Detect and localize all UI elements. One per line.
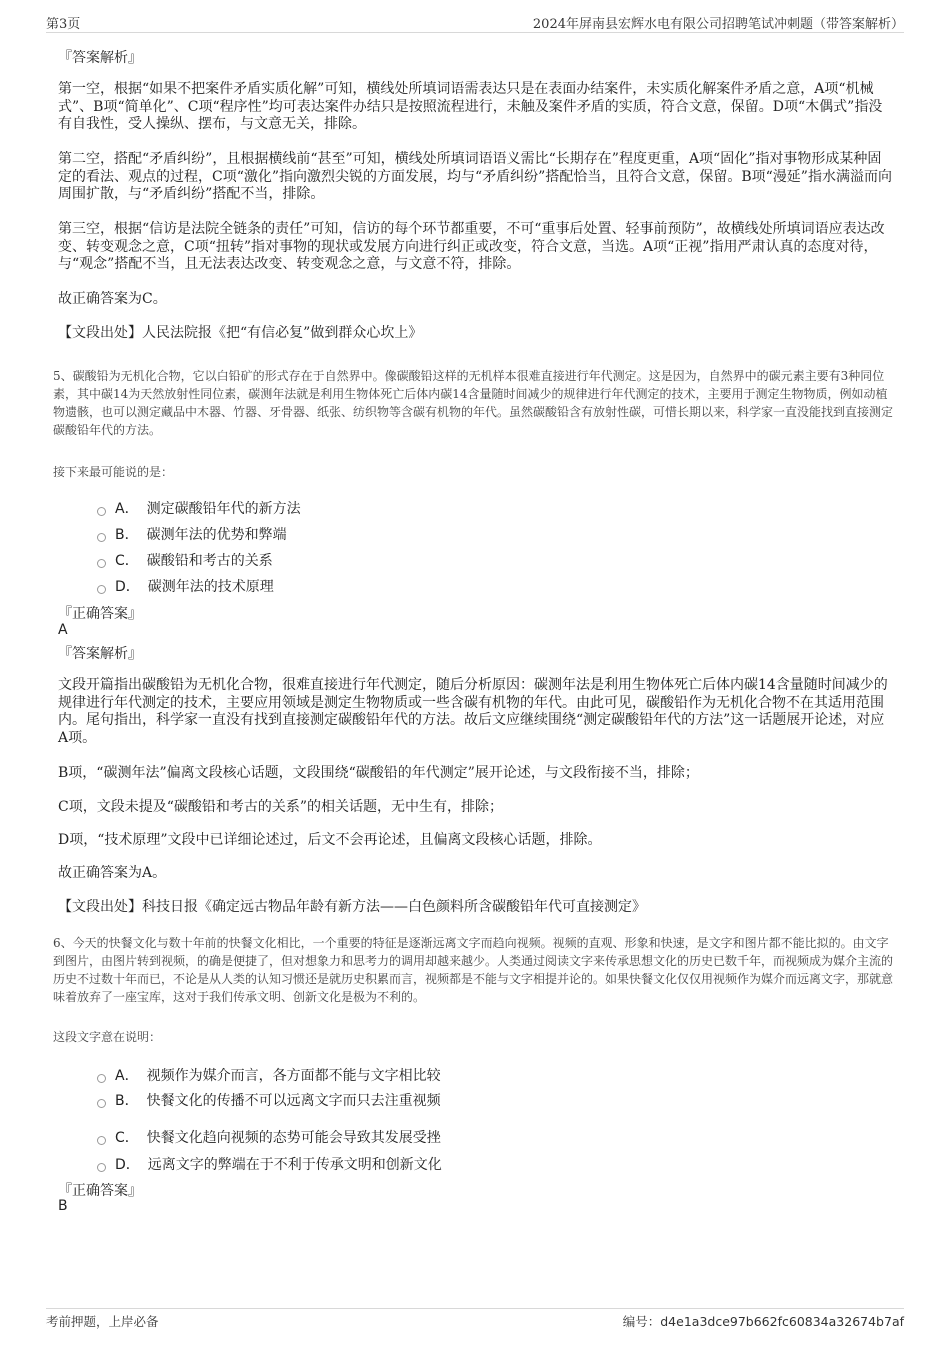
q5-option-a[interactable]: A． 测定碳酸铅年代的新方法 — [97, 498, 301, 518]
correct-answer-label: 『正确答案』 — [58, 606, 142, 622]
correct-answer-value: A — [58, 622, 68, 638]
analysis-conclusion: 故正确答案为A。 — [58, 865, 167, 881]
radio-icon[interactable] — [97, 1163, 106, 1172]
analysis-conclusion: 故正确答案为C。 — [58, 291, 167, 307]
source-citation: 【文段出处】人民法院报《把“有信必复”做到群众心坎上》 — [58, 325, 423, 341]
radio-icon[interactable] — [97, 1099, 106, 1108]
question-6-prompt: 这段文字意在说明： — [53, 1030, 162, 1044]
q6-option-a[interactable]: A． 视频作为媒介而言，各方面都不能与文字相比较 — [97, 1065, 441, 1085]
question-5-prompt: 接下来最可能说的是： — [53, 465, 174, 479]
page-footer — [46, 1308, 904, 1333]
radio-icon[interactable] — [97, 533, 106, 542]
q6-option-d[interactable]: D． 远离文字的弊端在于不利于传承文明和创新文化 — [97, 1154, 442, 1174]
radio-icon[interactable] — [97, 1136, 106, 1145]
analysis-paragraph-3: C项，文段未提及“碳酸铅和考古的关系”的相关话题，无中生有，排除； — [58, 799, 504, 815]
radio-icon[interactable] — [97, 559, 106, 568]
analysis-label: 『答案解析』 — [58, 50, 142, 66]
analysis-label: 『答案解析』 — [58, 646, 142, 662]
radio-icon[interactable] — [97, 507, 106, 516]
question-6-stem: 6、今天的快餐文化与数十年前的快餐文化相比，一个重要的特征是逐渐远离文字而趋向视频。视频的直观、形象和快速，是文字和图片都不能比拟的。由文字到图片，由图片转到视频，的确是便捷了，但对想象力和思考力的调用却越来越少。人类通过阅读文字来传承思想文化的历史已数千年，而视频成为媒介主流的历史不过数十年而已，不论是从人类的认知习惯还是就历史积累而言，视频都是不能与文字相提并论的。如果快餐文化仅仅用视频作为媒介而远离文字，那就意味着放弃了一座宝库，这对于我们传承文明、创新文化是极为不利的。 — [53, 936, 894, 1004]
page-number: 第3页 — [46, 16, 81, 32]
question-5-stem: 5、碳酸铅为无机化合物，它以白铅矿的形式存在于自然界中。像碳酸铅这样的无机样本很难直接进行年代测定。这是因为，自然界中的碳元素主要有3种同位素，其中碳14为天然放射性同位素，碳测年法就是利用生物体死亡后体内碳14含量随时间减少的规律进行年代测定的技术，主要用于测定生物物质，例如动植物遗骸，也可以测定藏品中木器、竹器、牙骨器、纸张、纺织物等含碳有机物的年代。虽然碳酸铅含有放射性碳，可惜长期以来，科学家一直没能找到直接测定碳酸铅年代的方法。 — [53, 369, 894, 437]
q5-option-d[interactable]: D． 碳测年法的技术原理 — [97, 576, 274, 596]
q5-option-c[interactable]: C． 碳酸铅和考古的关系 — [97, 550, 273, 570]
analysis-paragraph-3: 第三空，根据“信访是法院全链条的责任”可知，信访的每个环节都重要，不可“重事后处置、轻事前预防”，故横线处所填词语应表达改变、转变观念之意，C项“扭转”指对事物的现状或发展方向进行纠正或改变，符合文意，当选。A项“正视”指用严肃认真的态度对待，与“观念”搭配不当，且无法表达改变、转变观念之意，与文意不符，排除。 — [58, 221, 885, 272]
footer-slogan: 考前押题，上岸必备 — [46, 1314, 159, 1329]
page-header — [46, 12, 904, 33]
source-citation: 【文段出处】科技日报《确定远古物品年龄有新方法——白色颜料所含碳酸铅年代可直接测定》 — [58, 899, 646, 915]
q6-option-b[interactable]: B． 快餐文化的传播不可以远离文字而只去注重视频 — [97, 1090, 441, 1110]
analysis-paragraph-1: 文段开篇指出碳酸铅为无机化合物，很难直接进行年代测定，随后分析原因：碳测年法是利用生物体死亡后体内碳14含量随时间减少的规律进行年代测定的技术，主要应用领域是测定生物物质或一些含碳有机物的年代。由此可见，碳酸铅作为无机化合物不在其适用范围内。尾句指出，科学家一直没有找到直接测定碳酸铅年代的方法。故后文应继续围绕“测定碳酸铅年代的方法”这一话题展开论述，对应A项。 — [58, 677, 888, 746]
q6-option-c[interactable]: C． 快餐文化趋向视频的态势可能会导致其发展受挫 — [97, 1127, 441, 1147]
radio-icon[interactable] — [97, 585, 106, 594]
analysis-paragraph-2: 第二空，搭配“矛盾纠纷”，且根据横线前“甚至”可知，横线处所填词语语义需比“长期存在”程度更重，A项“固化”指对事物形成某种固定的看法、观点的过程，C项“激化”指向激烈尖锐的方面发展，均与“矛盾纠纷”搭配恰当，且符合文意，保留。B项“漫延”指水满溢而向周围扩散，与“矛盾纠纷”搭配不当，排除。 — [58, 151, 892, 202]
correct-answer-label: 『正确答案』 — [58, 1183, 142, 1199]
q5-option-b[interactable]: B． 碳测年法的优势和弊端 — [97, 524, 287, 544]
correct-answer-value: B — [58, 1198, 68, 1214]
radio-icon[interactable] — [97, 1074, 106, 1083]
analysis-paragraph-4: D项，“技术原理”文段中已详细论述过，后文不会再论述，且偏离文段核心话题，排除。 — [58, 832, 602, 848]
analysis-paragraph-1: 第一空，根据“如果不把案件矛盾实质化解”可知，横线处所填词语需表达只是在表面办结案件，未实质化解案件矛盾之意，A项“机械式”、B项“简单化”、C项“程序性”均可表达案件办结只是按照流程进行，未触及案件矛盾的实质，符合文意，保留。D项“木偶式”指没有自我性，受人操纵、摆布，与文意无关，排除。 — [58, 81, 883, 132]
document-id: 编号：d4e1a3dce97b662fc60834a32674b7af — [622, 1314, 904, 1329]
analysis-paragraph-2: B项，“碳测年法”偏离文段核心话题，文段围绕“碳酸铅的年代测定”展开论述，与文段衔接不当，排除； — [58, 765, 699, 781]
document-title: 2024年屏南县宏辉水电有限公司招聘笔试冲刺题（带答案解析） — [532, 16, 904, 32]
